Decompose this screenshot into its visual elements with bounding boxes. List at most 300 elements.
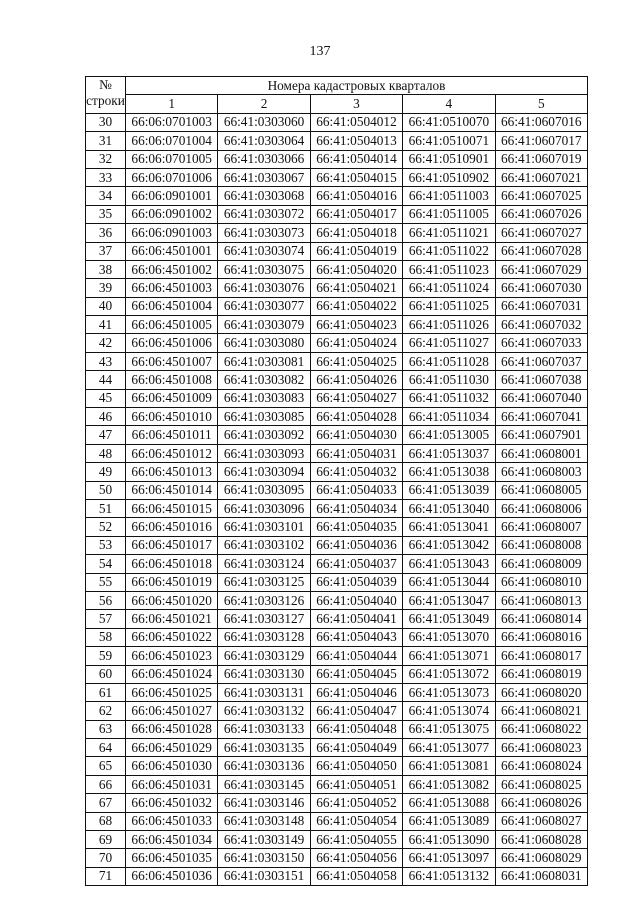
cadastral-number-cell: 66:41:0303127 <box>218 610 310 628</box>
cadastral-number-cell: 66:41:0303081 <box>218 352 310 370</box>
cadastral-number-cell: 66:41:0303094 <box>218 463 310 481</box>
row-number-cell: 43 <box>86 352 126 370</box>
column-header-2: 2 <box>218 95 310 113</box>
cadastral-number-cell: 66:41:0504025 <box>310 352 402 370</box>
cadastral-number-cell: 66:41:0303124 <box>218 555 310 573</box>
column-header-5: 5 <box>495 95 587 113</box>
row-number-cell: 32 <box>86 150 126 168</box>
row-number-cell: 34 <box>86 187 126 205</box>
cadastral-number-cell: 66:06:0701005 <box>126 150 218 168</box>
table-row <box>86 224 588 242</box>
cadastral-number-cell: 66:41:0504013 <box>310 132 402 150</box>
table-row <box>86 831 588 849</box>
table-row <box>86 297 588 315</box>
cadastral-number-cell: 66:41:0504055 <box>310 831 402 849</box>
cadastral-number-cell: 66:41:0504045 <box>310 665 402 683</box>
cadastral-number-cell: 66:41:0303093 <box>218 444 310 462</box>
table-row <box>86 426 588 444</box>
cadastral-number-cell: 66:41:0607019 <box>495 150 587 168</box>
table-row <box>86 371 588 389</box>
cadastral-number-cell: 66:06:4501006 <box>126 334 218 352</box>
cadastral-number-cell: 66:06:4501029 <box>126 739 218 757</box>
cadastral-number-cell: 66:41:0303132 <box>218 702 310 720</box>
cadastral-number-cell: 66:41:0504035 <box>310 518 402 536</box>
cadastral-number-cell: 66:41:0608022 <box>495 720 587 738</box>
row-number-cell: 54 <box>86 555 126 573</box>
table-row <box>86 334 588 352</box>
cadastral-number-cell: 66:41:0303096 <box>218 499 310 517</box>
row-number-cell: 55 <box>86 573 126 591</box>
row-number-cell: 31 <box>86 132 126 150</box>
cadastral-number-cell: 66:41:0607017 <box>495 132 587 150</box>
cadastral-number-cell: 66:41:0511027 <box>403 334 495 352</box>
table-body <box>86 113 588 885</box>
cadastral-number-cell: 66:06:0701006 <box>126 168 218 186</box>
cadastral-number-cell: 66:06:4501021 <box>126 610 218 628</box>
cadastral-number-cell: 66:41:0513039 <box>403 481 495 499</box>
cadastral-number-cell: 66:41:0511032 <box>403 389 495 407</box>
table-row <box>86 481 588 499</box>
table-row <box>86 555 588 573</box>
cadastral-number-cell: 66:41:0607029 <box>495 260 587 278</box>
cadastral-number-cell: 66:06:0901003 <box>126 224 218 242</box>
row-number-cell: 39 <box>86 279 126 297</box>
cadastral-number-cell: 66:41:0513038 <box>403 463 495 481</box>
cadastral-number-cell: 66:41:0504056 <box>310 849 402 867</box>
cadastral-number-cell: 66:41:0511025 <box>403 297 495 315</box>
table-row <box>86 757 588 775</box>
cadastral-number-cell: 66:41:0511023 <box>403 260 495 278</box>
table-row <box>86 279 588 297</box>
table-row <box>86 408 588 426</box>
cadastral-number-cell: 66:41:0303074 <box>218 242 310 260</box>
cadastral-number-cell: 66:41:0513070 <box>403 628 495 646</box>
table-row <box>86 849 588 867</box>
cadastral-number-cell: 66:41:0504020 <box>310 260 402 278</box>
row-number-cell: 46 <box>86 408 126 426</box>
cadastral-number-cell: 66:41:0504033 <box>310 481 402 499</box>
cadastral-number-cell: 66:06:4501002 <box>126 260 218 278</box>
cadastral-number-cell: 66:41:0608009 <box>495 555 587 573</box>
cadastral-number-cell: 66:41:0303095 <box>218 481 310 499</box>
table-row <box>86 132 588 150</box>
cadastral-number-cell: 66:06:4501014 <box>126 481 218 499</box>
page-number: 137 <box>309 44 331 59</box>
cadastral-number-cell: 66:41:0511030 <box>403 371 495 389</box>
row-number-cell: 52 <box>86 518 126 536</box>
cadastral-number-cell: 66:41:0303101 <box>218 518 310 536</box>
cadastral-number-cell: 66:41:0608007 <box>495 518 587 536</box>
cadastral-number-cell: 66:41:0511022 <box>403 242 495 260</box>
cadastral-number-cell: 66:06:4501013 <box>126 463 218 481</box>
cadastral-number-cell: 66:41:0303146 <box>218 794 310 812</box>
cadastral-number-cell: 66:41:0504050 <box>310 757 402 775</box>
table-row <box>86 702 588 720</box>
cadastral-quarters-table <box>85 76 588 886</box>
cadastral-number-cell: 66:41:0607901 <box>495 426 587 444</box>
cadastral-number-cell: 66:41:0303102 <box>218 536 310 554</box>
cadastral-number-cell: 66:41:0504043 <box>310 628 402 646</box>
cadastral-number-cell: 66:41:0504048 <box>310 720 402 738</box>
cadastral-number-cell: 66:41:0504034 <box>310 499 402 517</box>
cadastral-number-cell: 66:41:0513077 <box>403 739 495 757</box>
cadastral-number-cell: 66:41:0513043 <box>403 555 495 573</box>
row-number-cell: 60 <box>86 665 126 683</box>
cadastral-number-cell: 66:41:0504028 <box>310 408 402 426</box>
row-number-cell: 47 <box>86 426 126 444</box>
cadastral-number-cell: 66:41:0607037 <box>495 352 587 370</box>
table-row <box>86 316 588 334</box>
cadastral-number-cell: 66:41:0303079 <box>218 316 310 334</box>
cadastral-number-cell: 66:41:0504049 <box>310 739 402 757</box>
cadastral-number-cell: 66:41:0513072 <box>403 665 495 683</box>
table-row <box>86 499 588 517</box>
cadastral-number-cell: 66:06:4501018 <box>126 555 218 573</box>
cadastral-number-cell: 66:41:0607025 <box>495 187 587 205</box>
cadastral-number-cell: 66:41:0513037 <box>403 444 495 462</box>
cadastral-number-cell: 66:41:0608020 <box>495 683 587 701</box>
cadastral-number-cell: 66:41:0303148 <box>218 812 310 830</box>
table-row <box>86 794 588 812</box>
cadastral-number-cell: 66:41:0303077 <box>218 297 310 315</box>
cadastral-number-cell: 66:41:0513088 <box>403 794 495 812</box>
cadastral-number-cell: 66:41:0513097 <box>403 849 495 867</box>
cadastral-number-cell: 66:41:0608001 <box>495 444 587 462</box>
table-row <box>86 573 588 591</box>
cadastral-number-cell: 66:41:0513090 <box>403 831 495 849</box>
cadastral-number-cell: 66:41:0504026 <box>310 371 402 389</box>
cadastral-number-cell: 66:41:0504030 <box>310 426 402 444</box>
cadastral-number-cell: 66:06:4501001 <box>126 242 218 260</box>
cadastral-number-cell: 66:41:0513074 <box>403 702 495 720</box>
table-row <box>86 389 588 407</box>
cadastral-number-cell: 66:06:0901001 <box>126 187 218 205</box>
cadastral-number-cell: 66:41:0608026 <box>495 794 587 812</box>
table-row <box>86 187 588 205</box>
cadastral-number-cell: 66:41:0303130 <box>218 665 310 683</box>
cadastral-number-cell: 66:41:0513040 <box>403 499 495 517</box>
cadastral-number-cell: 66:41:0303067 <box>218 168 310 186</box>
table-row <box>86 812 588 830</box>
cadastral-number-cell: 66:41:0504046 <box>310 683 402 701</box>
cadastral-number-cell: 66:41:0608016 <box>495 628 587 646</box>
row-number-cell: 44 <box>86 371 126 389</box>
row-number-cell: 41 <box>86 316 126 334</box>
row-number-cell: 51 <box>86 499 126 517</box>
cadastral-number-cell: 66:41:0303073 <box>218 224 310 242</box>
cadastral-number-cell: 66:41:0513071 <box>403 647 495 665</box>
cadastral-number-cell: 66:41:0608010 <box>495 573 587 591</box>
row-number-cell: 36 <box>86 224 126 242</box>
cadastral-number-cell: 66:41:0608027 <box>495 812 587 830</box>
row-number-cell: 70 <box>86 849 126 867</box>
cadastral-number-cell: 66:41:0511034 <box>403 408 495 426</box>
table-header <box>86 77 588 114</box>
cadastral-number-cell: 66:41:0504021 <box>310 279 402 297</box>
group-title-header: Номера кадастровых кварталов <box>126 77 588 95</box>
cadastral-number-cell: 66:41:0510902 <box>403 168 495 186</box>
cadastral-number-cell: 66:06:4501033 <box>126 812 218 830</box>
cadastral-number-cell: 66:41:0303149 <box>218 831 310 849</box>
cadastral-number-cell: 66:41:0608013 <box>495 591 587 609</box>
cadastral-number-cell: 66:41:0303068 <box>218 187 310 205</box>
cadastral-number-cell: 66:41:0511024 <box>403 279 495 297</box>
cadastral-number-cell: 66:41:0511003 <box>403 187 495 205</box>
cadastral-number-cell: 66:41:0504058 <box>310 867 402 885</box>
cadastral-number-cell: 66:06:4501027 <box>126 702 218 720</box>
cadastral-number-cell: 66:41:0607030 <box>495 279 587 297</box>
cadastral-number-cell: 66:41:0510070 <box>403 113 495 131</box>
table-row <box>86 628 588 646</box>
row-number-cell: 42 <box>86 334 126 352</box>
cadastral-number-cell: 66:41:0608031 <box>495 867 587 885</box>
cadastral-number-cell: 66:41:0607027 <box>495 224 587 242</box>
cadastral-number-cell: 66:41:0303080 <box>218 334 310 352</box>
table-row <box>86 113 588 131</box>
cadastral-number-cell: 66:06:4501019 <box>126 573 218 591</box>
cadastral-number-cell: 66:06:4501009 <box>126 389 218 407</box>
cadastral-number-cell: 66:41:0303085 <box>218 408 310 426</box>
cadastral-number-cell: 66:41:0513049 <box>403 610 495 628</box>
table-row <box>86 591 588 609</box>
cadastral-number-cell: 66:41:0513041 <box>403 518 495 536</box>
cadastral-number-cell: 66:06:0701004 <box>126 132 218 150</box>
cadastral-number-cell: 66:41:0608017 <box>495 647 587 665</box>
column-header-3: 3 <box>310 95 402 113</box>
table-row <box>86 867 588 885</box>
cadastral-number-cell: 66:41:0608005 <box>495 481 587 499</box>
row-number-cell: 56 <box>86 591 126 609</box>
cadastral-number-cell: 66:41:0303066 <box>218 150 310 168</box>
cadastral-number-cell: 66:06:4501004 <box>126 297 218 315</box>
table-row <box>86 739 588 757</box>
cadastral-number-cell: 66:41:0504032 <box>310 463 402 481</box>
cadastral-number-cell: 66:41:0504022 <box>310 297 402 315</box>
row-number-cell: 63 <box>86 720 126 738</box>
table-row <box>86 463 588 481</box>
cadastral-number-cell: 66:41:0513005 <box>403 426 495 444</box>
cadastral-number-cell: 66:06:4501025 <box>126 683 218 701</box>
row-number-cell: 67 <box>86 794 126 812</box>
cadastral-number-cell: 66:06:4501011 <box>126 426 218 444</box>
cadastral-number-cell: 66:06:4501015 <box>126 499 218 517</box>
cadastral-number-cell: 66:41:0504044 <box>310 647 402 665</box>
cadastral-number-cell: 66:41:0303064 <box>218 132 310 150</box>
table-row <box>86 150 588 168</box>
table-row <box>86 242 588 260</box>
cadastral-number-cell: 66:41:0504040 <box>310 591 402 609</box>
cadastral-number-cell: 66:41:0504052 <box>310 794 402 812</box>
cadastral-number-cell: 66:06:0701003 <box>126 113 218 131</box>
cadastral-number-cell: 66:41:0303060 <box>218 113 310 131</box>
cadastral-number-cell: 66:41:0608025 <box>495 775 587 793</box>
column-header-4: 4 <box>403 95 495 113</box>
cadastral-number-cell: 66:41:0608019 <box>495 665 587 683</box>
cadastral-number-cell: 66:41:0504016 <box>310 187 402 205</box>
header-row-columns <box>86 95 588 113</box>
cadastral-number-cell: 66:41:0607026 <box>495 205 587 223</box>
cadastral-number-cell: 66:41:0504037 <box>310 555 402 573</box>
cadastral-number-cell: 66:41:0511028 <box>403 352 495 370</box>
cadastral-number-cell: 66:41:0608006 <box>495 499 587 517</box>
cadastral-number-cell: 66:41:0303092 <box>218 426 310 444</box>
cadastral-number-cell: 66:06:4501023 <box>126 647 218 665</box>
row-number-cell: 53 <box>86 536 126 554</box>
cadastral-number-cell: 66:06:4501005 <box>126 316 218 334</box>
cadastral-number-cell: 66:41:0504031 <box>310 444 402 462</box>
cadastral-number-cell: 66:41:0608029 <box>495 849 587 867</box>
cadastral-number-cell: 66:41:0303129 <box>218 647 310 665</box>
table-row <box>86 720 588 738</box>
row-number-cell: 50 <box>86 481 126 499</box>
cadastral-number-cell: 66:41:0504014 <box>310 150 402 168</box>
table-row <box>86 260 588 278</box>
cadastral-number-cell: 66:41:0303151 <box>218 867 310 885</box>
cadastral-number-cell: 66:41:0608023 <box>495 739 587 757</box>
cadastral-number-cell: 66:41:0303083 <box>218 389 310 407</box>
cadastral-number-cell: 66:41:0303128 <box>218 628 310 646</box>
cadastral-number-cell: 66:41:0513042 <box>403 536 495 554</box>
row-number-cell: 62 <box>86 702 126 720</box>
table-row <box>86 647 588 665</box>
row-number-header-line2: строки <box>86 93 125 108</box>
cadastral-number-cell: 66:41:0510071 <box>403 132 495 150</box>
cadastral-number-cell: 66:41:0303136 <box>218 757 310 775</box>
row-number-cell: 30 <box>86 113 126 131</box>
cadastral-number-cell: 66:41:0607038 <box>495 371 587 389</box>
cadastral-number-cell: 66:41:0303133 <box>218 720 310 738</box>
row-number-cell: 61 <box>86 683 126 701</box>
cadastral-number-cell: 66:41:0513082 <box>403 775 495 793</box>
cadastral-number-cell: 66:41:0504054 <box>310 812 402 830</box>
cadastral-number-cell: 66:06:4501032 <box>126 794 218 812</box>
cadastral-number-cell: 66:41:0504027 <box>310 389 402 407</box>
table-row <box>86 205 588 223</box>
cadastral-number-cell: 66:41:0303125 <box>218 573 310 591</box>
cadastral-number-cell: 66:41:0513073 <box>403 683 495 701</box>
column-header-1: 1 <box>126 95 218 113</box>
cadastral-number-cell: 66:41:0303082 <box>218 371 310 389</box>
cadastral-number-cell: 66:41:0513047 <box>403 591 495 609</box>
row-number-cell: 57 <box>86 610 126 628</box>
row-number-cell: 68 <box>86 812 126 830</box>
cadastral-number-cell: 66:41:0511026 <box>403 316 495 334</box>
cadastral-number-cell: 66:41:0607021 <box>495 168 587 186</box>
row-number-cell: 58 <box>86 628 126 646</box>
table-row <box>86 536 588 554</box>
row-number-cell: 37 <box>86 242 126 260</box>
row-number-cell: 48 <box>86 444 126 462</box>
cadastral-number-cell: 66:41:0511021 <box>403 224 495 242</box>
cadastral-number-cell: 66:06:4501034 <box>126 831 218 849</box>
row-number-cell: 33 <box>86 168 126 186</box>
cadastral-number-cell: 66:41:0607016 <box>495 113 587 131</box>
cadastral-number-cell: 66:41:0513044 <box>403 573 495 591</box>
cadastral-number-cell: 66:41:0303072 <box>218 205 310 223</box>
table-row <box>86 775 588 793</box>
cadastral-number-cell: 66:41:0510901 <box>403 150 495 168</box>
row-number-cell: 59 <box>86 647 126 665</box>
table-row <box>86 683 588 701</box>
cadastral-number-cell: 66:06:4501022 <box>126 628 218 646</box>
table-row <box>86 665 588 683</box>
cadastral-number-cell: 66:06:4501016 <box>126 518 218 536</box>
table-row <box>86 518 588 536</box>
row-number-cell: 35 <box>86 205 126 223</box>
cadastral-number-cell: 66:06:4501024 <box>126 665 218 683</box>
cadastral-number-cell: 66:06:4501030 <box>126 757 218 775</box>
row-number-cell: 64 <box>86 739 126 757</box>
header-row-group <box>86 77 588 95</box>
cadastral-number-cell: 66:41:0511005 <box>403 205 495 223</box>
cadastral-number-cell: 66:41:0303126 <box>218 591 310 609</box>
row-number-cell: 40 <box>86 297 126 315</box>
cadastral-number-cell: 66:06:4501003 <box>126 279 218 297</box>
cadastral-number-cell: 66:41:0608024 <box>495 757 587 775</box>
cadastral-number-cell: 66:41:0504012 <box>310 113 402 131</box>
cadastral-number-cell: 66:41:0303075 <box>218 260 310 278</box>
cadastral-number-cell: 66:41:0504023 <box>310 316 402 334</box>
table-row <box>86 610 588 628</box>
row-number-cell: 45 <box>86 389 126 407</box>
table-row <box>86 444 588 462</box>
cadastral-number-cell: 66:06:4501028 <box>126 720 218 738</box>
cadastral-number-cell: 66:41:0513081 <box>403 757 495 775</box>
cadastral-number-cell: 66:41:0513132 <box>403 867 495 885</box>
cadastral-number-cell: 66:41:0303135 <box>218 739 310 757</box>
cadastral-number-cell: 66:41:0608021 <box>495 702 587 720</box>
table-row <box>86 352 588 370</box>
cadastral-number-cell: 66:41:0504036 <box>310 536 402 554</box>
cadastral-number-cell: 66:41:0607031 <box>495 297 587 315</box>
cadastral-number-cell: 66:41:0607028 <box>495 242 587 260</box>
cadastral-number-cell: 66:06:0901002 <box>126 205 218 223</box>
row-number-header-line1: № <box>99 77 112 92</box>
cadastral-number-cell: 66:41:0504051 <box>310 775 402 793</box>
cadastral-number-cell: 66:41:0303076 <box>218 279 310 297</box>
row-number-cell: 71 <box>86 867 126 885</box>
cadastral-number-cell: 66:41:0303145 <box>218 775 310 793</box>
cadastral-number-cell: 66:41:0608003 <box>495 463 587 481</box>
cadastral-number-cell: 66:41:0303150 <box>218 849 310 867</box>
cadastral-number-cell: 66:41:0513089 <box>403 812 495 830</box>
row-number-cell: 65 <box>86 757 126 775</box>
cadastral-number-cell: 66:41:0303131 <box>218 683 310 701</box>
cadastral-number-cell: 66:41:0607033 <box>495 334 587 352</box>
cadastral-number-cell: 66:06:4501036 <box>126 867 218 885</box>
cadastral-number-cell: 66:06:4501012 <box>126 444 218 462</box>
cadastral-number-cell: 66:41:0607032 <box>495 316 587 334</box>
cadastral-number-cell: 66:41:0504018 <box>310 224 402 242</box>
cadastral-number-cell: 66:41:0513075 <box>403 720 495 738</box>
cadastral-number-cell: 66:06:4501031 <box>126 775 218 793</box>
cadastral-number-cell: 66:41:0608014 <box>495 610 587 628</box>
cadastral-number-cell: 66:41:0504019 <box>310 242 402 260</box>
cadastral-number-cell: 66:41:0504017 <box>310 205 402 223</box>
cadastral-number-cell: 66:06:4501007 <box>126 352 218 370</box>
row-number-cell: 49 <box>86 463 126 481</box>
cadastral-number-cell: 66:41:0504041 <box>310 610 402 628</box>
cadastral-number-cell: 66:06:4501010 <box>126 408 218 426</box>
cadastral-number-cell: 66:41:0504039 <box>310 573 402 591</box>
cadastral-number-cell: 66:41:0607041 <box>495 408 587 426</box>
cadastral-number-cell: 66:41:0608028 <box>495 831 587 849</box>
cadastral-number-cell: 66:06:4501008 <box>126 371 218 389</box>
cadastral-number-cell: 66:06:4501017 <box>126 536 218 554</box>
cadastral-number-cell: 66:41:0504015 <box>310 168 402 186</box>
row-number-cell: 69 <box>86 831 126 849</box>
row-number-header <box>86 77 126 114</box>
